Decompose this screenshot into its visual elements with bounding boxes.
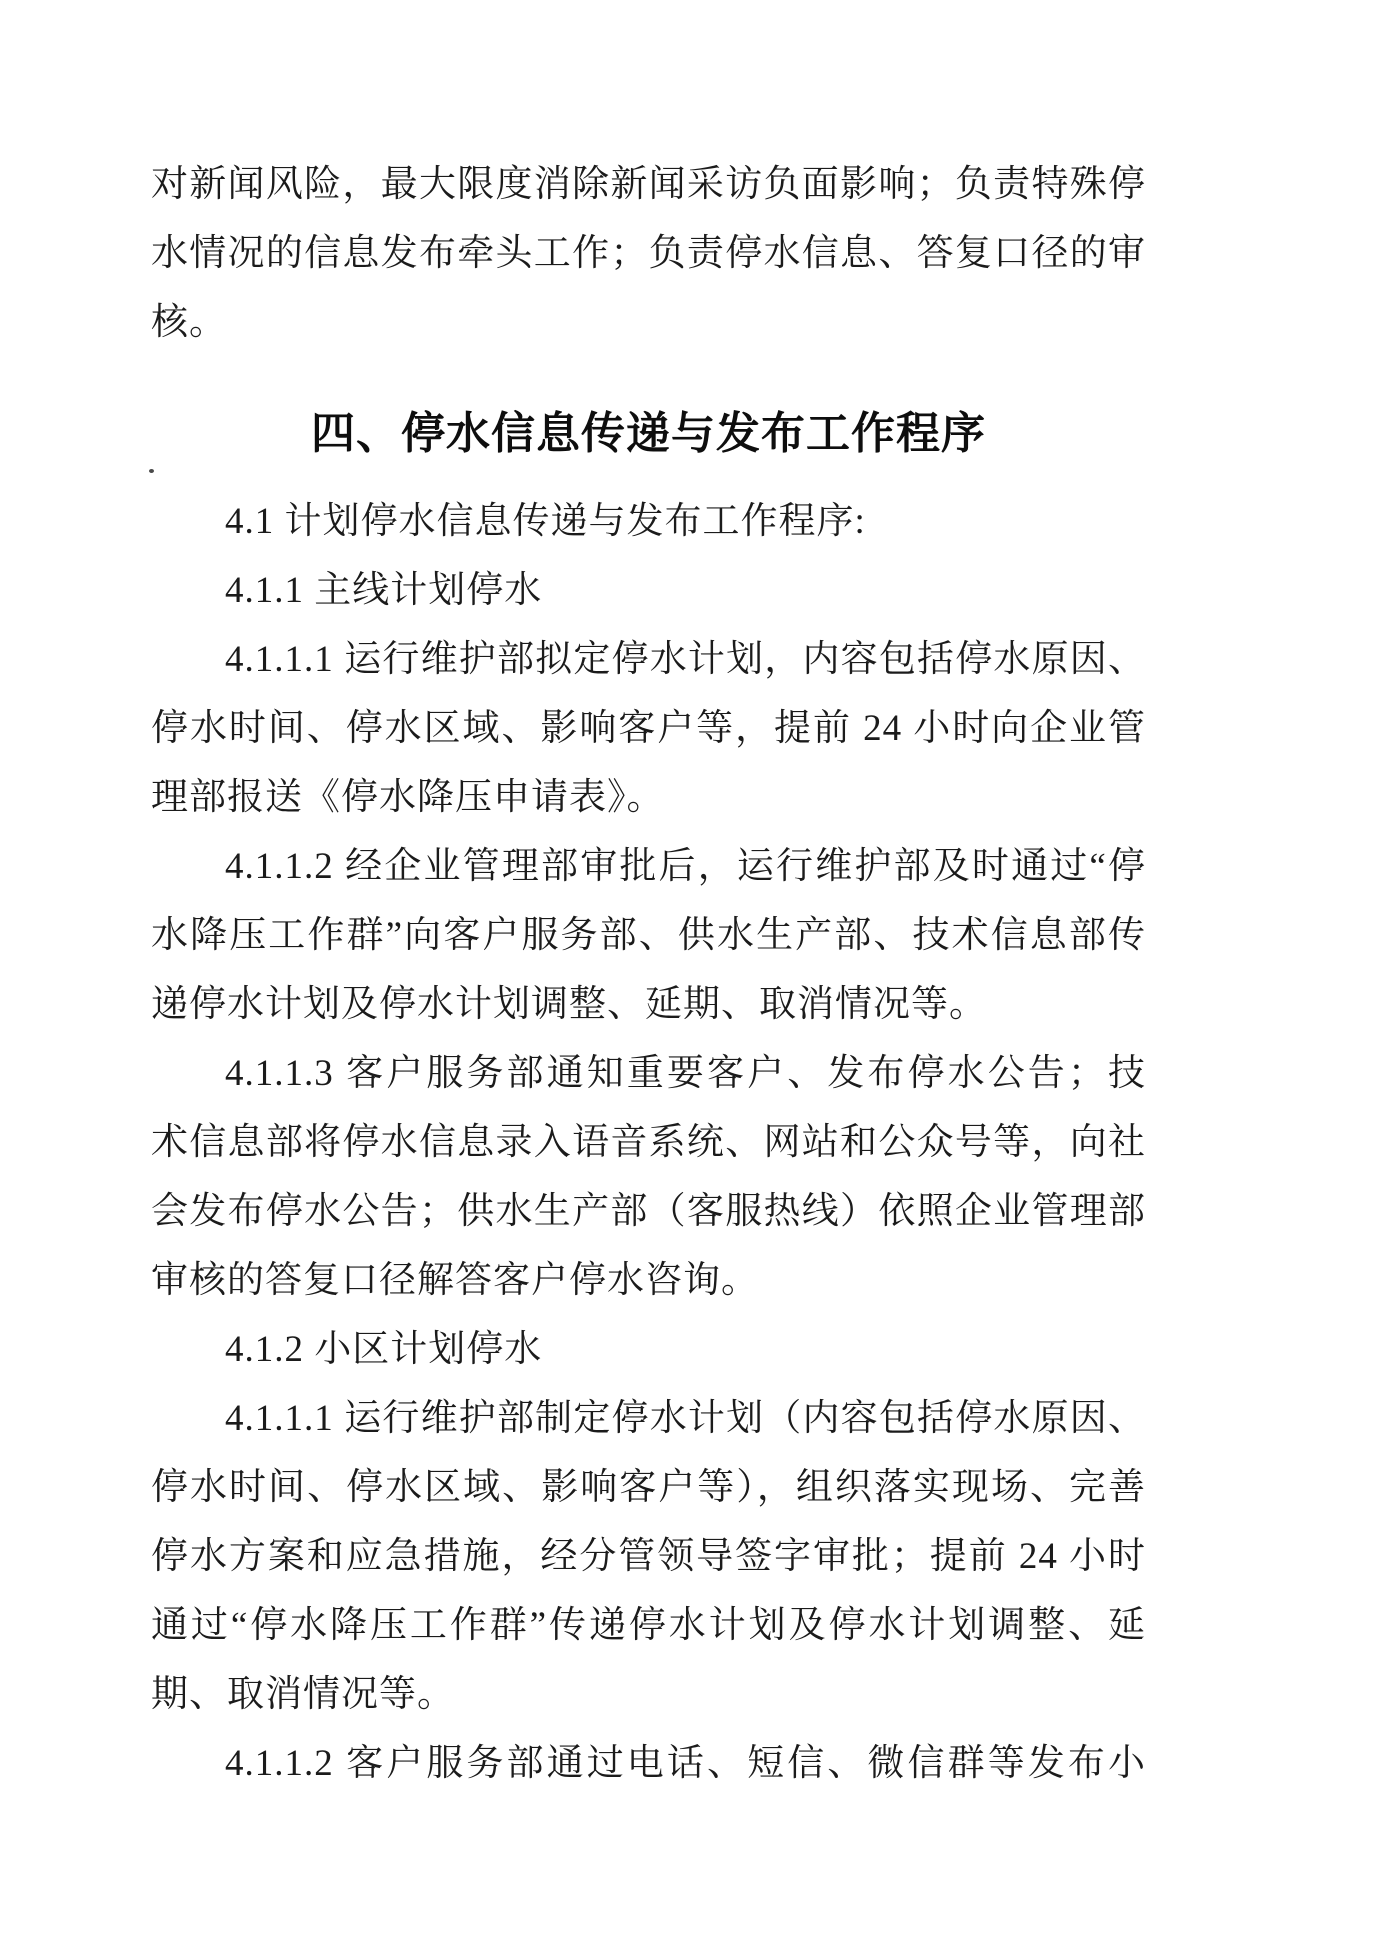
text-line: 会发布停水公告；供水生产部（客服热线）依照企业管理部	[151, 1191, 1146, 1232]
text-line: 4.1.1.3 客户服务部通知重要客户、发布停水公告；技	[225, 1053, 1146, 1094]
text-line: 4.1.1.2 经企业管理部审批后，运行维护部及时通过“停	[225, 846, 1146, 887]
text-line: 停水方案和应急措施，经分管领导签字审批；提前 24 小时	[151, 1536, 1146, 1577]
text-line: 4.1.2 小区计划停水	[225, 1329, 543, 1370]
text-line: 4.1.1 主线计划停水	[225, 570, 543, 611]
scan-artifact-dot	[149, 469, 154, 473]
text-line: 水情况的信息发布牵头工作；负责停水信息、答复口径的审	[151, 233, 1146, 274]
text-line: 水降压工作群”向客户服务部、供水生产部、技术信息部传	[151, 915, 1146, 956]
text-line: 理部报送《停水降压申请表》。	[151, 777, 665, 818]
text-line: 4.1.1.1 运行维护部制定停水计划（内容包括停水原因、	[225, 1398, 1146, 1439]
text-line: 对新闻风险，最大限度消除新闻采访负面影响；负责特殊停	[151, 164, 1146, 205]
text-line: 停水时间、停水区域、影响客户等，提前 24 小时向企业管	[151, 708, 1146, 749]
section-heading: 四、停水信息传递与发布工作程序	[311, 409, 986, 458]
text-line: 4.1.1.1 运行维护部拟定停水计划，内容包括停水原因、	[225, 639, 1146, 680]
text-line: 递停水计划及停水计划调整、延期、取消情况等。	[151, 984, 987, 1025]
paragraph-continuation	[151, 150, 1146, 357]
text-line: 核。	[151, 302, 227, 343]
text-line: 术信息部将停水信息录入语音系统、网站和公众号等，向社	[151, 1122, 1146, 1163]
section-body	[151, 487, 1146, 1798]
text-line: 4.1.1.2 客户服务部通过电话、短信、微信群等发布小	[225, 1743, 1146, 1784]
text-line: 期、取消情况等。	[151, 1674, 455, 1715]
text-line: 4.1 计划停水信息传递与发布工作程序:	[225, 501, 866, 542]
text-line: 通过“停水降压工作群”传递停水计划及停水计划调整、延	[151, 1605, 1146, 1646]
text-line: 审核的答复口径解答客户停水咨询。	[151, 1260, 759, 1301]
text-line: 停水时间、停水区域、影响客户等），组织落实现场、完善	[151, 1467, 1146, 1508]
